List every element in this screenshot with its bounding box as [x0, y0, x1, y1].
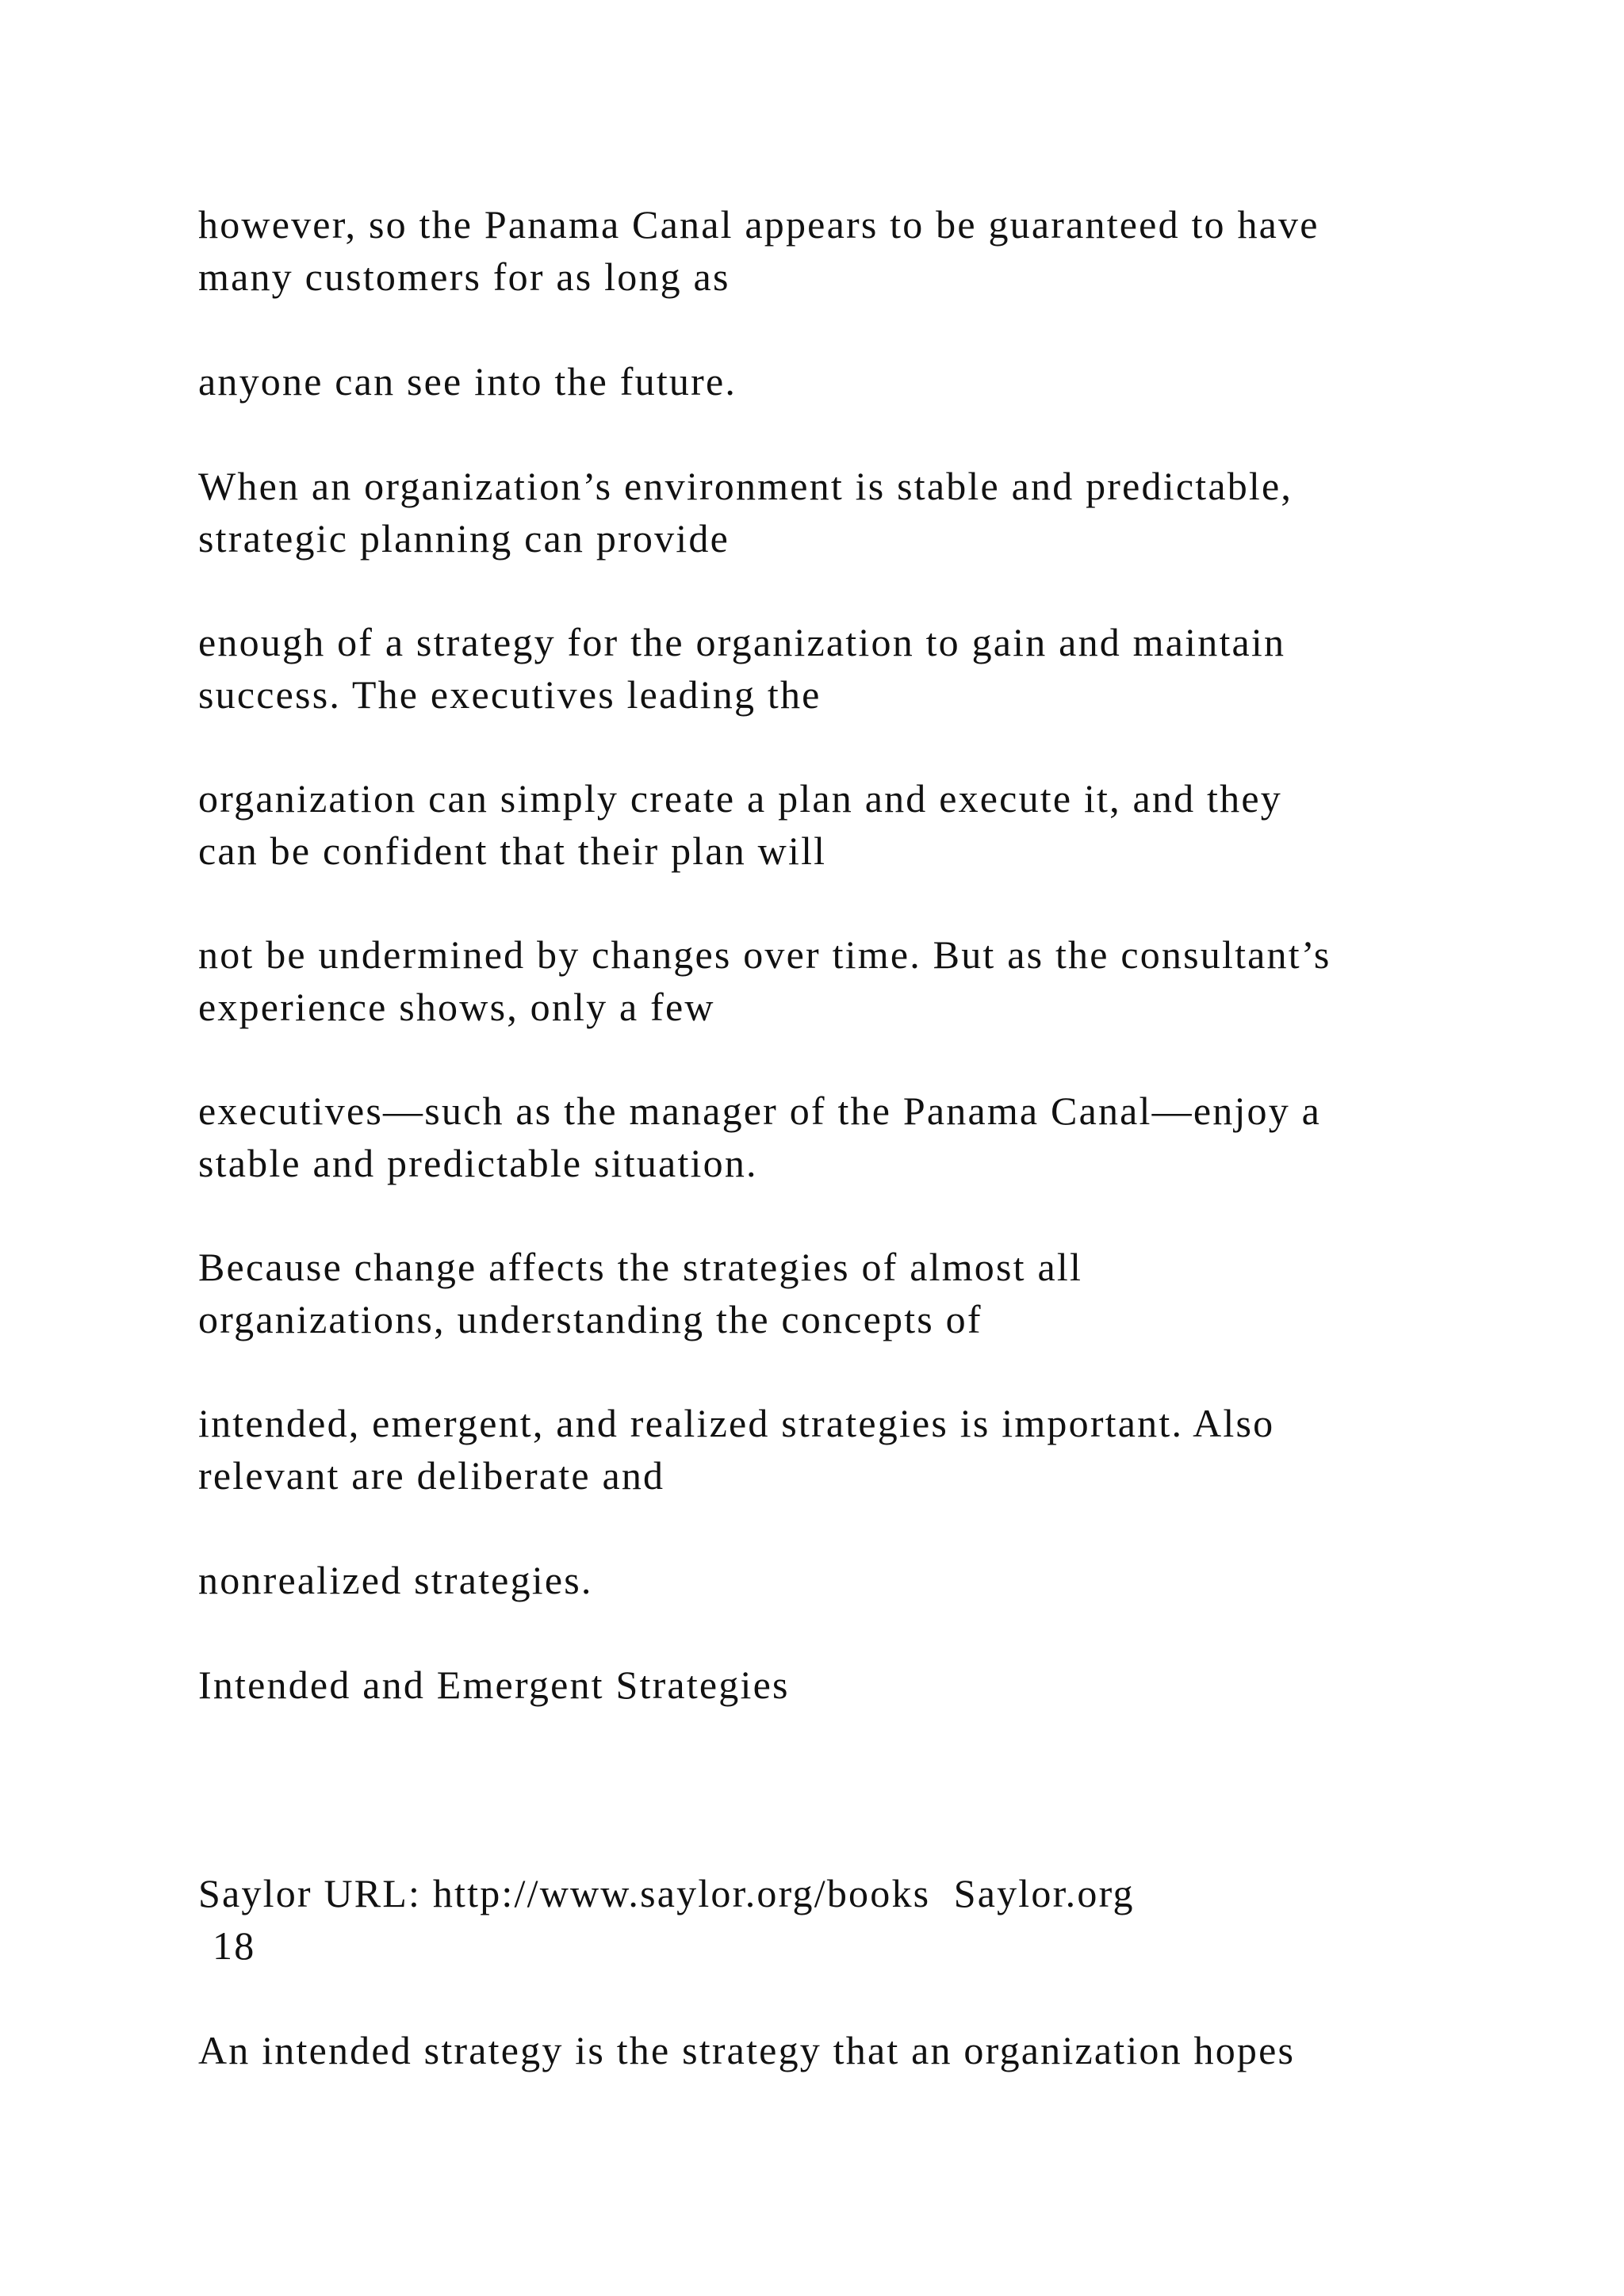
section-heading	[198, 1659, 1546, 1711]
text-line: enough of a strategy for the organization to gain and maintain	[198, 620, 1286, 664]
text-line: relevant are deliberate and	[198, 1453, 665, 1498]
text-line: success. The executives leading the	[198, 672, 822, 717]
paragraph-2	[198, 355, 1546, 408]
text-line: Because change affects the strategies of almost all	[198, 1245, 1083, 1289]
text-line: many customers for as long as	[198, 254, 730, 299]
text-line: strategic planning can provide	[198, 516, 730, 561]
footer-source: Saylor URL: http://www.saylor.org/books Saylor.org	[198, 1871, 1135, 1915]
paragraph-10	[198, 1554, 1546, 1606]
text-line: intended, emergent, and realized strategies is important. Also	[198, 1401, 1275, 1445]
text-line: experience shows, only a few	[198, 985, 715, 1029]
page-number: 18	[213, 1923, 256, 1968]
page-footer	[198, 1867, 1546, 1972]
paragraph-6	[198, 928, 1546, 1033]
text-line: An intended strategy is the strategy that an organization hopes	[198, 2028, 1296, 2072]
paragraph-7	[198, 1085, 1546, 1189]
paragraph-9	[198, 1397, 1546, 1502]
paragraph-5	[198, 772, 1546, 877]
paragraph-4	[198, 616, 1546, 721]
paragraph-3	[198, 460, 1546, 564]
heading-text: Intended and Emergent Strategies	[198, 1663, 790, 1707]
text-line: When an organization’s environment is stable and predictable,	[198, 464, 1293, 508]
text-line: not be undermined by changes over time. But as the consultant’s	[198, 932, 1331, 977]
text-line: organizations, understanding the concepts of	[198, 1297, 982, 1341]
text-line: stable and predictable situation.	[198, 1141, 758, 1185]
text-line: anyone can see into the future.	[198, 359, 737, 404]
text-line: nonrealized strategies.	[198, 1558, 593, 1602]
paragraph-11	[198, 2024, 1546, 2076]
text-line: however, so the Panama Canal appears to be guaranteed to have	[198, 202, 1320, 247]
paragraph-1	[198, 198, 1546, 303]
text-line: executives—such as the manager of the Panama Canal—enjoy a	[198, 1089, 1322, 1133]
paragraph-8	[198, 1241, 1546, 1345]
text-line: organization can simply create a plan and execute it, and they	[198, 776, 1282, 821]
text-line: can be confident that their plan will	[198, 828, 827, 873]
